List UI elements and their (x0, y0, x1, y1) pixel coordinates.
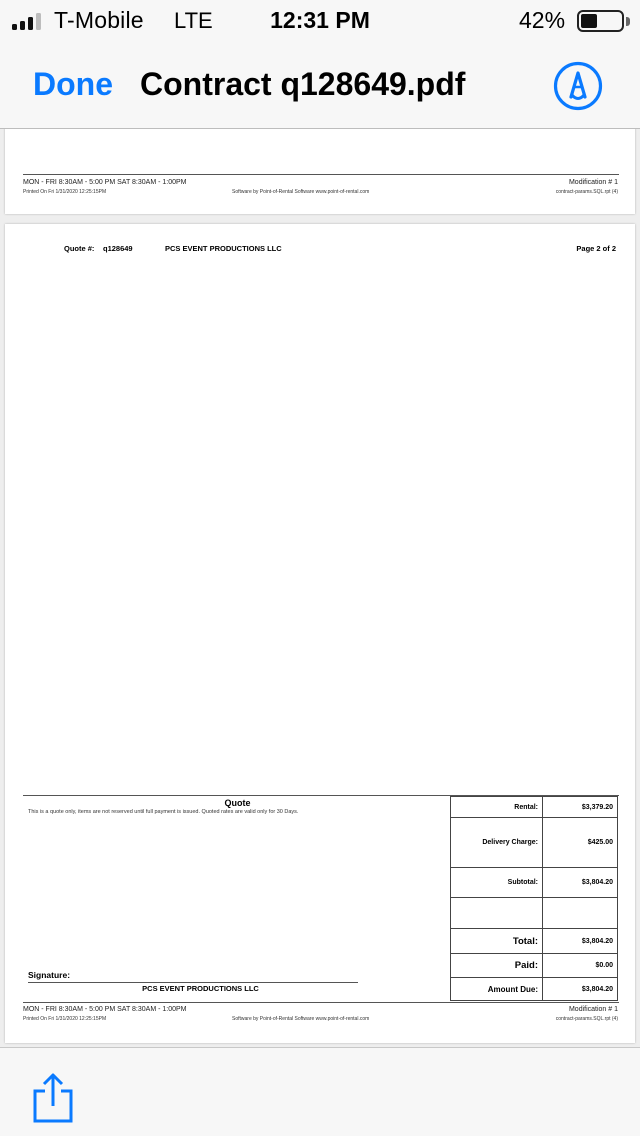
amount-due-label: Amount Due: (451, 978, 543, 1000)
rental-label: Rental: (451, 797, 543, 817)
page-number: Page 2 of 2 (576, 244, 616, 253)
quote-heading: Quote (224, 798, 251, 808)
battery-icon (577, 10, 624, 32)
bottom-toolbar (0, 1047, 640, 1136)
software-credit: Software by Point-of-Rental Software www.point-of-rental.com (232, 1016, 370, 1022)
totals-row-delivery (451, 818, 617, 868)
network-type: LTE (174, 8, 213, 33)
done-button[interactable]: Done (33, 66, 113, 102)
paid-value: $0.00 (595, 962, 613, 969)
subtotal-value: $3,804.20 (581, 879, 613, 886)
totals-row-amount-due (451, 978, 617, 1000)
totals-row-paid (451, 954, 617, 978)
share-icon[interactable] (30, 1072, 76, 1124)
totals-row-rental (451, 797, 617, 818)
total-value: $3,804.20 (581, 937, 613, 945)
pdf-viewer[interactable] (0, 129, 640, 1047)
company-name: PCS EVENT PRODUCTIONS LLC (165, 244, 282, 253)
report-name: contract-params.SQL.rpt (4) (555, 1016, 618, 1022)
quote-number: q128649 (103, 244, 133, 253)
subtotal-label: Subtotal: (451, 868, 543, 897)
battery-tip (626, 17, 630, 26)
quote-disclaimer: This is a quote only, items are not reserved until full payment is issued. Quoted rates are valid only for 30 Days. (28, 809, 299, 815)
markup-pen-icon[interactable] (552, 60, 604, 112)
business-hours: MON - FRI 8:30AM - 5:00 PM SAT 8:30AM - 1:00PM (23, 179, 187, 186)
quote-number-label: Quote #: (64, 244, 95, 253)
rental-value: $3,379.20 (581, 803, 613, 811)
totals-row-subtotal (451, 868, 617, 898)
clock: 12:31 PM (270, 7, 370, 33)
empty-value (543, 898, 617, 928)
delivery-charge-label: Delivery Charge: (451, 818, 543, 867)
signature-company: PCS EVENT PRODUCTIONS LLC (142, 984, 259, 993)
signature-label: Signature: (28, 970, 71, 980)
carrier-name: T-Mobile (54, 7, 144, 33)
delivery-charge-value: $425.00 (587, 839, 613, 846)
amount-due-value: $3,804.20 (581, 985, 613, 993)
software-credit: Software by Point-of-Rental Software www.point-of-rental.com (232, 189, 370, 195)
footer-divider (23, 174, 619, 175)
navigation-bar (0, 40, 640, 129)
battery-percentage: 42% (519, 7, 566, 33)
status-bar (0, 0, 640, 40)
document-title: Contract q128649.pdf (140, 66, 466, 102)
business-hours: MON - FRI 8:30AM - 5:00 PM SAT 8:30AM - 1:00PM (23, 1006, 187, 1013)
totals-row-total (451, 929, 617, 954)
totals-table (450, 796, 618, 1001)
modification-number: Modification # 1 (568, 179, 618, 186)
footer-divider (23, 1002, 619, 1003)
printed-on: Printed On Fri 1/31/2020 12:25:15PM (23, 189, 107, 195)
pdf-page-1 (5, 129, 635, 214)
report-name: contract-params.SQL.rpt (4) (555, 189, 618, 195)
total-label: Total: (451, 929, 543, 953)
paid-label: Paid: (451, 954, 543, 977)
empty-label (451, 898, 543, 928)
printed-on: Printed On Fri 1/31/2020 12:25:15PM (23, 1016, 107, 1022)
modification-number: Modification # 1 (568, 1006, 618, 1013)
totals-row-empty (451, 898, 617, 929)
pdf-page-2 (5, 224, 635, 1043)
signature-line (28, 982, 358, 983)
